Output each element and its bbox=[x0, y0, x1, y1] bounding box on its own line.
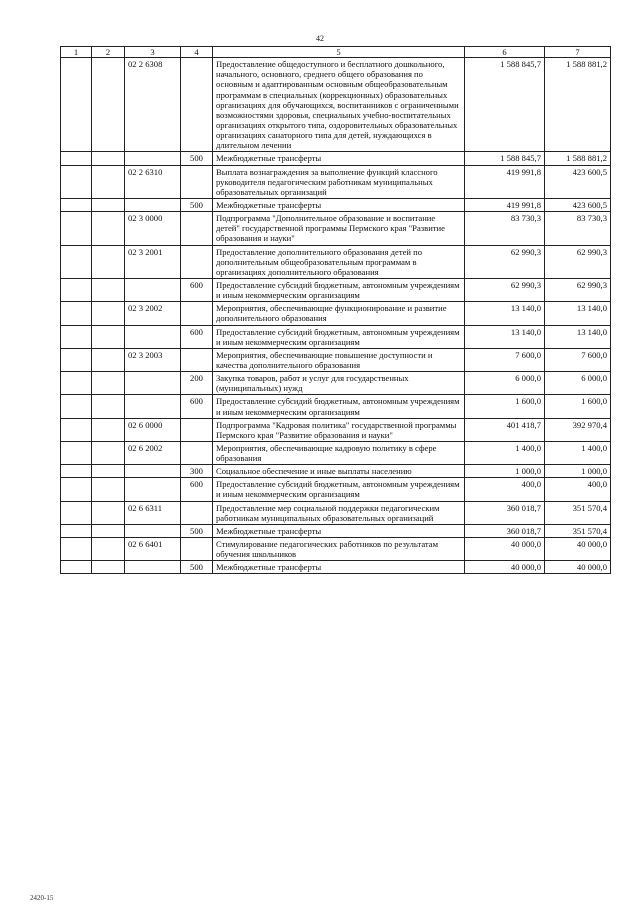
expense-type-code bbox=[181, 245, 213, 278]
expense-type-code: 500 bbox=[181, 524, 213, 537]
amount-year-1: 40 000,0 bbox=[465, 538, 545, 561]
budget-table bbox=[60, 46, 611, 574]
item-name: Предоставление субсидий бюджетным, автономным учреждениям и иным некоммерческим организациям bbox=[213, 278, 465, 301]
table-row bbox=[61, 278, 611, 301]
amount-year-1: 1 588 845,7 bbox=[465, 58, 545, 152]
empty-cell bbox=[92, 465, 125, 478]
amount-year-2: 1 000,0 bbox=[545, 465, 611, 478]
empty-cell bbox=[92, 165, 125, 198]
table-row bbox=[61, 245, 611, 278]
empty-cell bbox=[92, 524, 125, 537]
expense-type-code bbox=[181, 302, 213, 325]
amount-year-1: 62 990,3 bbox=[465, 245, 545, 278]
empty-cell bbox=[61, 278, 92, 301]
amount-year-1: 7 600,0 bbox=[465, 348, 545, 371]
column-header: 5 bbox=[213, 47, 465, 58]
item-name: Межбюджетные трансферты bbox=[213, 561, 465, 574]
empty-cell bbox=[92, 478, 125, 501]
empty-cell bbox=[92, 278, 125, 301]
empty-cell bbox=[61, 561, 92, 574]
target-code bbox=[125, 152, 181, 165]
empty-cell bbox=[61, 478, 92, 501]
empty-cell bbox=[92, 372, 125, 395]
empty-cell bbox=[92, 538, 125, 561]
amount-year-1: 13 140,0 bbox=[465, 302, 545, 325]
column-header: 4 bbox=[181, 47, 213, 58]
amount-year-2: 1 588 881,2 bbox=[545, 58, 611, 152]
expense-type-code: 600 bbox=[181, 278, 213, 301]
table-row bbox=[61, 501, 611, 524]
target-code: 02 6 6401 bbox=[125, 538, 181, 561]
expense-type-code: 600 bbox=[181, 395, 213, 418]
header-row bbox=[61, 47, 611, 58]
item-name: Предоставление субсидий бюджетным, автономным учреждениям и иным некоммерческим организациям bbox=[213, 395, 465, 418]
empty-cell bbox=[92, 212, 125, 245]
amount-year-2: 423 600,5 bbox=[545, 165, 611, 198]
empty-cell bbox=[92, 198, 125, 211]
empty-cell bbox=[61, 418, 92, 441]
expense-type-code bbox=[181, 165, 213, 198]
table-row bbox=[61, 478, 611, 501]
expense-type-code: 500 bbox=[181, 198, 213, 211]
item-name: Предоставление субсидий бюджетным, автономным учреждениям и иным некоммерческим организациям bbox=[213, 478, 465, 501]
table-row bbox=[61, 561, 611, 574]
empty-cell bbox=[92, 561, 125, 574]
target-code bbox=[125, 372, 181, 395]
empty-cell bbox=[61, 524, 92, 537]
amount-year-2: 1 400,0 bbox=[545, 441, 611, 464]
target-code: 02 3 2002 bbox=[125, 302, 181, 325]
amount-year-1: 83 730,3 bbox=[465, 212, 545, 245]
table-row bbox=[61, 152, 611, 165]
table-row bbox=[61, 441, 611, 464]
table-row bbox=[61, 372, 611, 395]
expense-type-code bbox=[181, 441, 213, 464]
column-header: 1 bbox=[61, 47, 92, 58]
empty-cell bbox=[61, 165, 92, 198]
expense-type-code bbox=[181, 58, 213, 152]
empty-cell bbox=[61, 372, 92, 395]
amount-year-2: 351 570,4 bbox=[545, 524, 611, 537]
target-code bbox=[125, 524, 181, 537]
item-name: Стимулирование педагогических работников по результатам обучения школьников bbox=[213, 538, 465, 561]
amount-year-2: 13 140,0 bbox=[545, 325, 611, 348]
empty-cell bbox=[61, 198, 92, 211]
amount-year-2: 13 140,0 bbox=[545, 302, 611, 325]
empty-cell bbox=[92, 418, 125, 441]
expense-type-code: 500 bbox=[181, 561, 213, 574]
empty-cell bbox=[61, 465, 92, 478]
amount-year-1: 1 600,0 bbox=[465, 395, 545, 418]
empty-cell bbox=[61, 245, 92, 278]
target-code bbox=[125, 395, 181, 418]
table-row bbox=[61, 524, 611, 537]
amount-year-2: 62 990,3 bbox=[545, 278, 611, 301]
item-name: Выплата вознаграждения за выполнение функций классного руководителя педагогическим работникам муниципальных образовательных организаций bbox=[213, 165, 465, 198]
amount-year-1: 40 000,0 bbox=[465, 561, 545, 574]
table-row bbox=[61, 58, 611, 152]
amount-year-2: 392 970,4 bbox=[545, 418, 611, 441]
empty-cell bbox=[61, 395, 92, 418]
table-row bbox=[61, 418, 611, 441]
column-header: 7 bbox=[545, 47, 611, 58]
table-row bbox=[61, 198, 611, 211]
amount-year-2: 1 600,0 bbox=[545, 395, 611, 418]
table-row bbox=[61, 465, 611, 478]
table-row bbox=[61, 348, 611, 371]
amount-year-1: 1 000,0 bbox=[465, 465, 545, 478]
amount-year-2: 40 000,0 bbox=[545, 538, 611, 561]
empty-cell bbox=[61, 152, 92, 165]
item-name: Межбюджетные трансферты bbox=[213, 152, 465, 165]
empty-cell bbox=[61, 348, 92, 371]
target-code: 02 3 2003 bbox=[125, 348, 181, 371]
empty-cell bbox=[92, 302, 125, 325]
target-code: 02 6 2002 bbox=[125, 441, 181, 464]
expense-type-code bbox=[181, 348, 213, 371]
item-name: Предоставление субсидий бюджетным, автономным учреждениям и иным некоммерческим организациям bbox=[213, 325, 465, 348]
table-row bbox=[61, 212, 611, 245]
empty-cell bbox=[92, 501, 125, 524]
expense-type-code: 600 bbox=[181, 478, 213, 501]
amount-year-2: 83 730,3 bbox=[545, 212, 611, 245]
target-code bbox=[125, 278, 181, 301]
amount-year-2: 1 588 881,2 bbox=[545, 152, 611, 165]
empty-cell bbox=[92, 325, 125, 348]
target-code: 02 2 6308 bbox=[125, 58, 181, 152]
target-code bbox=[125, 198, 181, 211]
item-name: Предоставление дополнительного образования детей по дополнительным общеобразовательным программам в организациях дополнительного образования bbox=[213, 245, 465, 278]
empty-cell bbox=[92, 441, 125, 464]
target-code: 02 6 6311 bbox=[125, 501, 181, 524]
empty-cell bbox=[61, 302, 92, 325]
amount-year-1: 419 991,8 bbox=[465, 198, 545, 211]
amount-year-1: 400,0 bbox=[465, 478, 545, 501]
table-body bbox=[61, 58, 611, 574]
amount-year-2: 40 000,0 bbox=[545, 561, 611, 574]
empty-cell bbox=[61, 212, 92, 245]
amount-year-1: 6 000,0 bbox=[465, 372, 545, 395]
amount-year-1: 360 018,7 bbox=[465, 501, 545, 524]
amount-year-2: 400,0 bbox=[545, 478, 611, 501]
page-number: 42 bbox=[316, 34, 324, 43]
amount-year-2: 7 600,0 bbox=[545, 348, 611, 371]
item-name: Социальное обеспечение и иные выплаты населению bbox=[213, 465, 465, 478]
amount-year-2: 62 990,3 bbox=[545, 245, 611, 278]
empty-cell bbox=[92, 245, 125, 278]
item-name: Мероприятия, обеспечивающие функционирование и развитие дополнительного образования bbox=[213, 302, 465, 325]
column-header: 3 bbox=[125, 47, 181, 58]
amount-year-1: 419 991,8 bbox=[465, 165, 545, 198]
expense-type-code: 300 bbox=[181, 465, 213, 478]
item-name: Закупка товаров, работ и услуг для государственных (муниципальных) нужд bbox=[213, 372, 465, 395]
item-name: Межбюджетные трансферты bbox=[213, 524, 465, 537]
target-code: 02 3 0000 bbox=[125, 212, 181, 245]
column-header: 2 bbox=[92, 47, 125, 58]
amount-year-1: 1 400,0 bbox=[465, 441, 545, 464]
empty-cell bbox=[61, 501, 92, 524]
footer-code: 2420-15 bbox=[30, 894, 54, 902]
amount-year-1: 401 418,7 bbox=[465, 418, 545, 441]
target-code bbox=[125, 478, 181, 501]
item-name: Подпрограмма "Дополнительное образование и воспитание детей" государственной программы Пермского края "Развитие образования и науки" bbox=[213, 212, 465, 245]
amount-year-2: 423 600,5 bbox=[545, 198, 611, 211]
amount-year-1: 360 018,7 bbox=[465, 524, 545, 537]
empty-cell bbox=[92, 58, 125, 152]
table-row bbox=[61, 538, 611, 561]
table-row bbox=[61, 302, 611, 325]
amount-year-1: 62 990,3 bbox=[465, 278, 545, 301]
amount-year-2: 6 000,0 bbox=[545, 372, 611, 395]
column-header: 6 bbox=[465, 47, 545, 58]
empty-cell bbox=[61, 58, 92, 152]
table-row bbox=[61, 165, 611, 198]
expense-type-code bbox=[181, 418, 213, 441]
target-code bbox=[125, 325, 181, 348]
target-code bbox=[125, 561, 181, 574]
empty-cell bbox=[92, 395, 125, 418]
target-code: 02 3 2001 bbox=[125, 245, 181, 278]
target-code bbox=[125, 465, 181, 478]
table-row bbox=[61, 325, 611, 348]
item-name: Предоставление общедоступного и бесплатного дошкольного, начального, основного, среднего общего образования по основным и адаптированным основным общеобразовательным программам в специальных (коррекционных) образовательных организациях для обучающихся, воспитанников с ограниченными возможностями здоровья, специальных учебно-воспитательных организациях открытого типа, оздоровительных образовательных организациях санаторного типа для детей, нуждающихся в длительном лечении bbox=[213, 58, 465, 152]
expense-type-code: 500 bbox=[181, 152, 213, 165]
empty-cell bbox=[92, 348, 125, 371]
item-name: Мероприятия, обеспечивающие повышение доступности и качества дополнительного образования bbox=[213, 348, 465, 371]
table-row bbox=[61, 395, 611, 418]
empty-cell bbox=[92, 152, 125, 165]
empty-cell bbox=[61, 538, 92, 561]
expense-type-code: 200 bbox=[181, 372, 213, 395]
target-code: 02 6 0000 bbox=[125, 418, 181, 441]
item-name: Межбюджетные трансферты bbox=[213, 198, 465, 211]
expense-type-code bbox=[181, 212, 213, 245]
item-name: Мероприятия, обеспечивающие кадровую политику в сфере образования bbox=[213, 441, 465, 464]
item-name: Предоставление мер социальной поддержки педагогическим работникам муниципальных образовательных организаций bbox=[213, 501, 465, 524]
amount-year-1: 13 140,0 bbox=[465, 325, 545, 348]
target-code: 02 2 6310 bbox=[125, 165, 181, 198]
empty-cell bbox=[61, 325, 92, 348]
amount-year-2: 351 570,4 bbox=[545, 501, 611, 524]
amount-year-1: 1 588 845,7 bbox=[465, 152, 545, 165]
expense-type-code bbox=[181, 501, 213, 524]
item-name: Подпрограмма "Кадровая политика" государственной программы Пермского края "Развитие образования и науки" bbox=[213, 418, 465, 441]
expense-type-code bbox=[181, 538, 213, 561]
expense-type-code: 600 bbox=[181, 325, 213, 348]
empty-cell bbox=[61, 441, 92, 464]
